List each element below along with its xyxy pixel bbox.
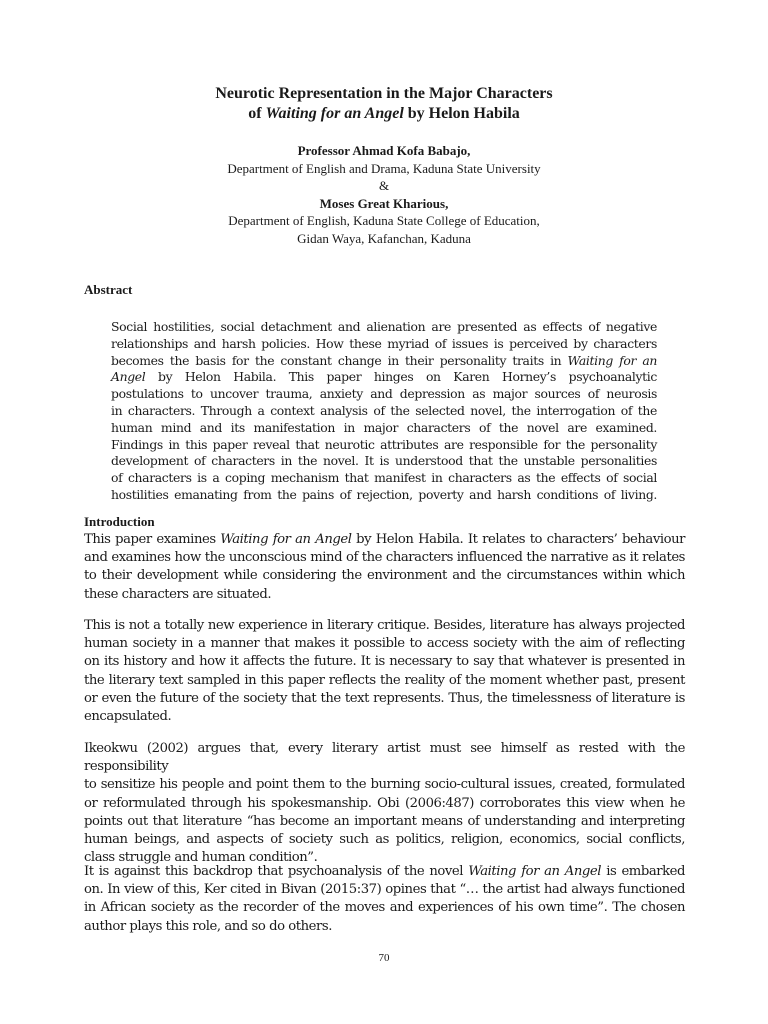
- abstract-heading: Abstract: [84, 282, 133, 297]
- author-1-affiliation: Department of English and Drama, Kaduna State University: [227, 160, 541, 176]
- paragraph-1: [84, 531, 685, 604]
- author-2-affiliation: Department of English, Kaduna State College of Education,: [228, 213, 540, 228]
- abstract-line: postulations to uncover trauma, anxiety and depression as major sources of neurosis: [111, 386, 657, 402]
- paragraph-line: encapsulated.: [84, 709, 172, 725]
- novel-title-mention: Waiting for an Angel: [468, 864, 602, 879]
- title-line-1: Neurotic Representation in the Major Characters: [215, 85, 553, 102]
- novel-title-mention: Waiting for an Angel: [220, 532, 352, 547]
- paragraph-line: class struggle and human condition”.: [84, 850, 318, 866]
- abstract-line: human mind and its manifestation in major characters of the novel are examined.: [111, 419, 657, 435]
- paragraph-line: author plays this role, and so do others.: [84, 918, 332, 934]
- abstract-line: hostilities emanating from the pains of rejection, poverty and harsh conditions of living.: [111, 486, 657, 502]
- paragraph-line: Ikeokwu (2002) argues that, every literary artist must see himself as rested with the responsibility: [84, 741, 685, 775]
- introduction-heading: Introduction: [84, 514, 155, 529]
- title-line-2: [84, 104, 684, 124]
- paragraph-line: human society in a manner that makes it possible to access society with the aim of reflecting: [84, 636, 685, 652]
- paragraph-line: on its history and how it affects the future. It is necessary to say that whatever is presented in: [84, 654, 685, 670]
- paragraph-line: and examines how the unconscious mind of the characters influenced the narrative as it relates: [84, 550, 685, 566]
- paragraph-2: [84, 617, 685, 726]
- abstract-line: becomes the basis for the constant change in their personality traits in Waiting for an: [111, 352, 657, 368]
- abstract-line: Findings in this paper reveal that neurotic attributes are responsible for the personality: [111, 436, 657, 452]
- paragraph-line: It is against this backdrop that psychoanalysis of the novel Waiting for an Angel is embarked: [84, 864, 686, 879]
- paragraph-line: points out that literature “has become an important means of understanding and interpreting: [84, 813, 685, 829]
- author-2-location: Gidan Waya, Kafanchan, Kaduna: [297, 230, 471, 246]
- abstract-line: Angel by Helon Habila. This paper hinges on Karen Horney’s psychoanalytic: [111, 369, 657, 385]
- paragraph-4: [84, 863, 685, 936]
- paragraph-line: these characters are situated.: [84, 586, 272, 602]
- paragraph-line: to sensitize his people and point them to the burning socio-cultural issues, created, formulated: [84, 777, 685, 793]
- novel-title-mention: Angel: [111, 369, 146, 385]
- abstract-text: [111, 319, 657, 504]
- author-2-name: Moses Great Kharious,: [319, 195, 449, 211]
- paragraph-3: [84, 740, 685, 867]
- paragraph-line: the literary text sampled in this paper reflects the reality of the moment whether past, present: [84, 672, 685, 688]
- paragraph-line: This paper examines Waiting for an Angel by Helon Habila. It relates to characters’ behaviour: [84, 532, 685, 547]
- title-prefix: of: [248, 105, 266, 122]
- article-title: [84, 84, 684, 124]
- author-block: [84, 142, 684, 247]
- abstract-line: of characters is a coping mechanism that manifest in characters as the effects of social: [111, 470, 657, 486]
- paragraph-line: in African society as the recorder of the moves and experiences of his own time”. The chosen: [84, 900, 685, 916]
- paragraph-line: or reformulated through his spokesmanship. Obi (2006:487) corroborates this view when he: [84, 795, 685, 811]
- novel-title-mention: Waiting for an: [567, 352, 657, 368]
- paragraph-line: or even the future of the society that the text represents. Thus, the timelessness of literature is: [84, 690, 685, 706]
- title-novel-name: Waiting for an Angel: [265, 105, 404, 122]
- paragraph-line: to their development while considering the environment and the circumstances within which: [84, 568, 685, 584]
- abstract-line: Social hostilities, social detachment and alienation are presented as effects of negative: [111, 319, 657, 334]
- author-1-name: Professor Ahmad Kofa Babajo,: [297, 143, 471, 158]
- abstract-line: development of characters in the novel. It is understood that the unstable personalities: [111, 453, 657, 469]
- title-suffix: by Helon Habila: [403, 105, 520, 122]
- paragraph-line: on. In view of this, Ker cited in Bivan (2015:37) opines that “… the artist had always functioned: [84, 882, 685, 898]
- abstract-line: in characters. Through a context analysis of the selected novel, the interrogation of the: [111, 402, 657, 418]
- page-number: 70: [378, 952, 390, 964]
- paragraph-line: human beings, and aspects of society such as politics, religion, economics, social conflicts,: [84, 832, 685, 848]
- author-separator: &: [378, 178, 390, 193]
- abstract-line: relationships and harsh policies. How these myriad of issues is perceived by characters: [111, 335, 657, 351]
- paragraph-line: This is not a totally new experience in literary critique. Besides, literature has always projected: [84, 618, 685, 633]
